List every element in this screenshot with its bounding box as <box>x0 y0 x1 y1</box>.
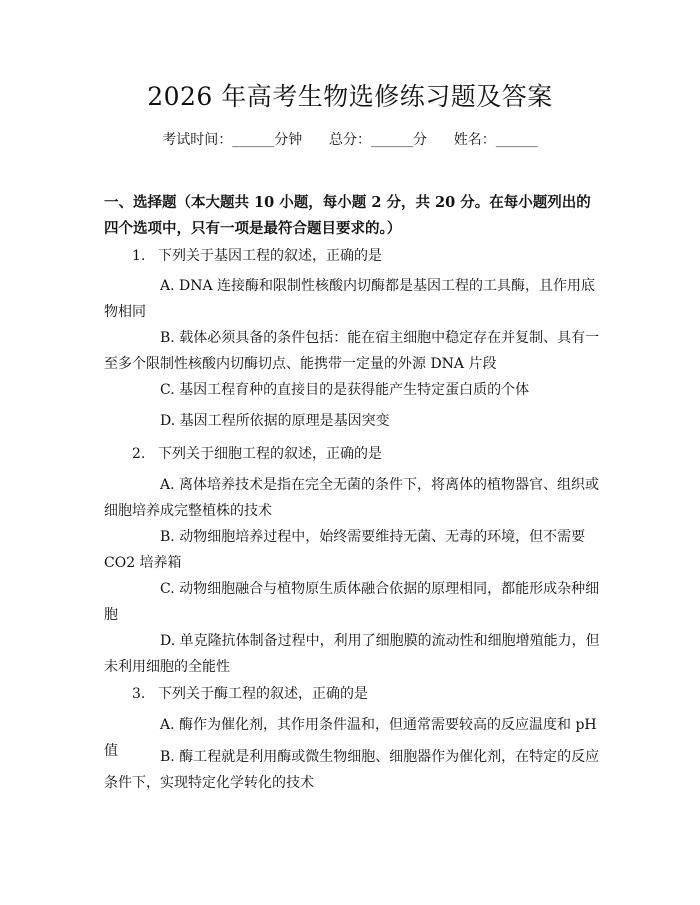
question-text: 下列关于基因工程的叙述，正确的是 <box>158 248 382 264</box>
section-heading: 一、选择题（本大题共 10 小题，每小题 2 分，共 20 分。在每小题列出的四个选项中，只有一项是最符合题目要求的。） <box>104 194 591 237</box>
question-2-stem <box>104 441 628 467</box>
exam-info-line: 考试时间：______分钟 总分：______分 姓名：______ <box>162 132 538 148</box>
question-1-option-c: C. 基因工程育种的直接目的是获得能产生特定蛋白质的个体 <box>160 382 530 398</box>
question-1-stem <box>104 243 628 269</box>
question-text: 下列关于酶工程的叙述，正确的是 <box>158 686 368 702</box>
question-number: 2. <box>132 446 146 462</box>
question-1-option-a: A. DNA 连接酶和限制性核酸内切酶都是基因工程的工具酶，且作用底物相同 <box>104 278 596 320</box>
question-number: 1. <box>132 248 146 264</box>
question-text: 下列关于细胞工程的叙述，正确的是 <box>158 446 382 462</box>
question-1-option-b: B. 载体必须具备的条件包括：能在宿主细胞中稳定存在并复制、具有一至多个限制性核酸内切酶切点、能携带一定量的外源 DNA 片段 <box>104 330 600 372</box>
question-3-stem <box>104 681 628 707</box>
question-1-option-d: D. 基因工程所依据的原理是基因突变 <box>160 413 390 429</box>
question-2-option-a: A. 离体培养技术是指在完全无菌的条件下，将离体的植物器官、组织或细胞培养成完整植株的技术 <box>104 477 600 519</box>
question-3-option-b: B. 酶工程就是利用酶或微生物细胞、细胞器作为催化剂，在特定的反应条件下，实现特定化学转化的技术 <box>104 749 600 791</box>
question-2-option-b: B. 动物细胞培养过程中，始终需要维持无菌、无毒的环境，但不需要 CO2 培养箱 <box>104 529 586 571</box>
question-2-option-c: C. 动物细胞融合与植物原生质体融合依据的原理相同，都能形成杂种细胞 <box>104 581 600 623</box>
question-number: 3. <box>132 686 146 702</box>
question-3-option-a: A. 酶作为催化剂，其作用条件温和，但通常需要较高的反应温度和 pH 值 <box>104 717 597 759</box>
question-2-option-d: D. 单克隆抗体制备过程中，利用了细胞膜的流动性和细胞增殖能力，但未利用细胞的全能性 <box>104 633 600 675</box>
page-title: 2026 年高考生物选修练习题及答案 <box>147 82 553 111</box>
